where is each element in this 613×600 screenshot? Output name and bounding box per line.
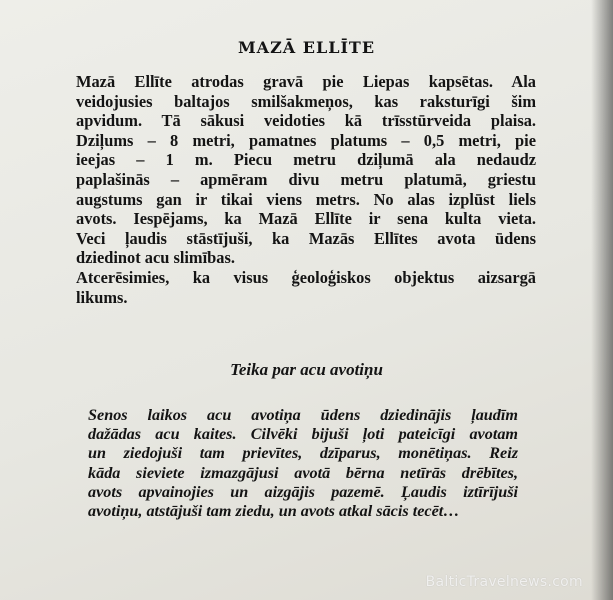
body-line-3: apvidum. Tā sākusi veidoties kā trīsstūrveida plaisa. [76,111,536,131]
legend-line-3: un ziedojuši tam prievītes, dzīparus, monētiņas. Reiz [88,444,518,463]
main-paragraph [76,72,536,307]
legend-line-6: avotiņu, atstājuši tam ziedu, un avots atkal sācis tecēt… [88,502,460,521]
body-line-8: avots. Iespējams, ka Mazā Ellīte ir sena kulta vieta. [76,209,536,229]
legend-line-4: kāda sieviete izmazgājusi avotā bērna netīrās drēbītes, [88,463,518,482]
legend-title: Teika par acu avotiņu [230,360,383,379]
legend-line-2: dažādas acu kaites. Cilvēki bijuši ļoti pateicīgi avotam [88,425,518,444]
legend-line-1: Senos laikos acu avotiņa ūdens dziedinājis ļaudīm [88,406,518,424]
body-line-7: augstums gan ir tikai viens metrs. No alas izplūst liels [76,189,536,209]
body-line-9: Veci ļaudis stāstījuši, ka Mazās Ellītes avota ūdens [76,228,536,248]
body-line-5: ieejas – 1 m. Piecu metru dziļumā ala nedaudz [76,150,536,170]
body-line-6: paplašinās – apmēram divu metru platumā, griestu [76,169,536,189]
body-line-10: dziedinot acu slimības. [76,248,235,268]
closing-line-2: likums. [76,287,128,307]
document-title: MAZĀ ELLĪTE [237,38,376,57]
legend-line-5: avots apvainojies un aizgājis pazemē. Ļaudis iztīrījuši [88,482,518,501]
body-line-4: Dziļums – 8 metri, pamatnes platums – 0,5 metri, pie [76,130,536,150]
page-edge-shadow [591,0,613,600]
body-line-2: veidojusies baltajos smilšakmeņos, kas raksturīgi šim [76,91,536,111]
closing-line-1: Atcerēsimies, ka visus ģeoloģiskos objektus aizsargā [76,267,536,287]
legend-paragraph [88,406,518,521]
body-line-1: Mazā Ellīte atrodas gravā pie Liepas kapsētas. Ala [76,72,536,91]
watermark: BalticTravelnews.com [425,574,583,590]
